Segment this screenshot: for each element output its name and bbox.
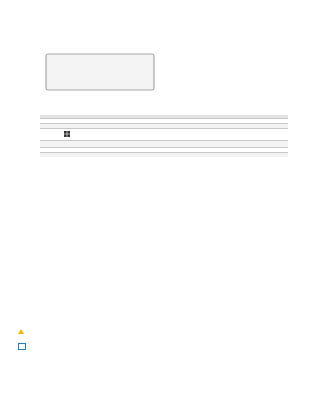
page-footer <box>258 373 266 378</box>
keyboard-illustration <box>40 37 162 105</box>
keyboard-outline <box>46 54 154 90</box>
windows-logo-icon <box>64 131 70 137</box>
table-row <box>40 129 288 141</box>
table-row <box>40 153 288 158</box>
keys-table <box>40 115 288 157</box>
warning-icon <box>18 329 24 334</box>
note-icon <box>18 343 26 350</box>
note-notice <box>18 343 288 351</box>
caution-notice <box>18 329 288 335</box>
table-row <box>40 141 288 148</box>
